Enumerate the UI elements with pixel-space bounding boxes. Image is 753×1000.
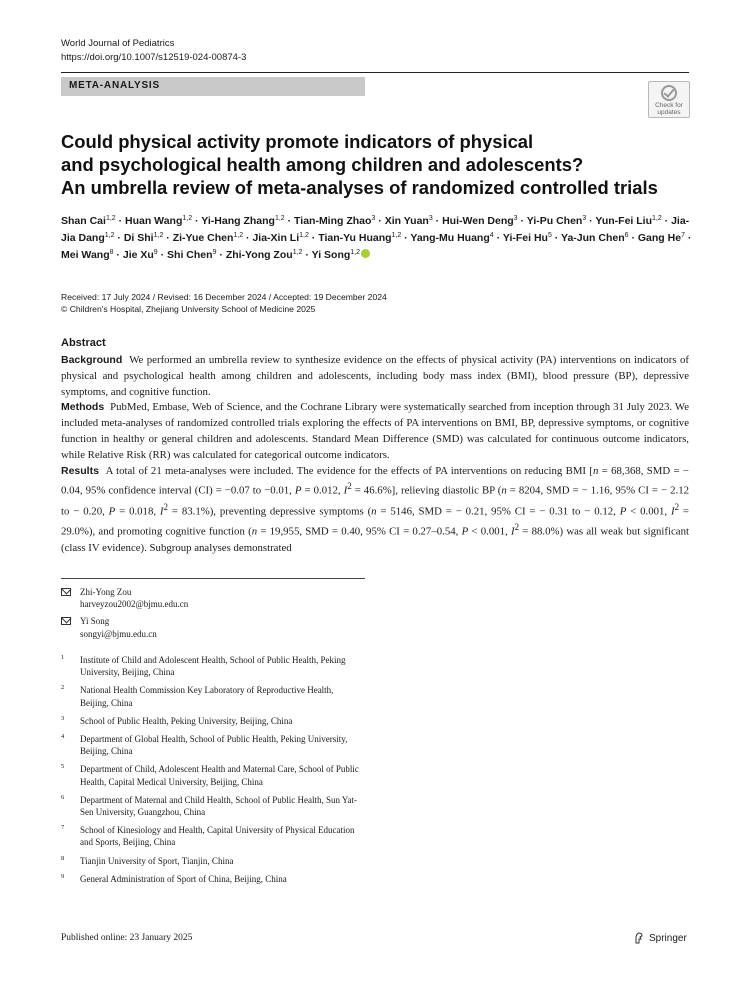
author-name: Yun-Fei Liu xyxy=(595,215,652,227)
author-affiliation: 1,2 xyxy=(299,232,309,239)
abstract-methods xyxy=(61,400,689,463)
author-affiliation: 1,2 xyxy=(104,232,115,239)
author-name: Zi-Yue Chen xyxy=(172,232,234,244)
author-affiliation: 1,2 xyxy=(105,215,116,222)
author-name: Huan Wang xyxy=(125,215,183,227)
author-name: Jia-Xin Li xyxy=(252,232,300,244)
author-affiliation: 1,2 xyxy=(292,249,303,256)
journal-header xyxy=(61,37,246,65)
results-text: = 88.0%) was all weak but significant (class IV evidence). Subgroup analyses demonstrated xyxy=(61,525,690,554)
corr-name: Zhi-Yong Zou xyxy=(80,587,132,597)
affiliation-item xyxy=(61,684,361,708)
stat-symbol: I xyxy=(670,505,675,518)
title-line3: An umbrella review of meta-analyses of randomized controlled trials xyxy=(61,177,658,198)
author[interactable] xyxy=(312,249,370,261)
corr-name: Yi Song xyxy=(80,616,110,627)
author[interactable] xyxy=(252,232,308,244)
author-name: Jie Xu xyxy=(122,249,154,261)
affiliation-list xyxy=(61,654,361,891)
publisher-logo[interactable] xyxy=(634,932,687,944)
stat-superscript: 2 xyxy=(514,522,520,533)
results-text: = 0.012, xyxy=(301,484,344,497)
affiliation-item xyxy=(61,794,361,818)
affiliation-item xyxy=(61,855,361,867)
author-list xyxy=(61,213,701,264)
author-separator: · xyxy=(493,232,503,244)
affiliation-text: School of Kinesiology and Health, Capital University of Physical Education and Sports, Beijing, China xyxy=(80,825,355,848)
author[interactable] xyxy=(595,215,661,227)
section-label: META-ANALYSIS xyxy=(69,80,160,91)
author-separator: · xyxy=(517,215,527,227)
author-separator: · xyxy=(114,232,124,244)
author-separator: · xyxy=(216,249,226,261)
author-separator: · xyxy=(284,215,295,227)
publisher-name: Springer xyxy=(649,932,687,944)
author[interactable] xyxy=(318,232,401,244)
affiliation-number: 2 xyxy=(61,684,65,692)
author[interactable] xyxy=(385,215,433,227)
author-affiliation: 1,2 xyxy=(153,232,164,239)
stat-symbol: I xyxy=(159,505,164,518)
stat-symbol: n xyxy=(251,525,258,538)
background-text: We performed an umbrella review to synthesize evidence on the effects of physical activity (PA) interventions on indicators of physical and psychological health among children and adolescents, including body mass index (BMI), blood pressure (BP), depressive symptoms, and cognitive function. xyxy=(61,354,689,398)
results-text: = 29.0%), and promoting cognitive function ( xyxy=(61,505,690,538)
background-label: Background xyxy=(61,354,123,366)
abstract-background xyxy=(61,353,689,400)
stat-symbol: P xyxy=(619,505,627,518)
orcid-icon[interactable] xyxy=(361,249,370,258)
author-affiliation: 1,2 xyxy=(391,232,402,239)
author-name: Yi-Hang Zhang xyxy=(201,215,275,227)
author[interactable] xyxy=(123,249,158,261)
author-affiliation: 6 xyxy=(624,232,629,239)
methods-text: PubMed, Embase, Web of Science, and the Cochrane Library were systematically searched from inception through 31 July 2023. We included meta-analyses of randomized controlled trials exploring the effects of PA interventions on BMI, BP, depressive symptoms, or cognitive function in healthy or general children and adolescents. Standard Mean Difference (SMD) was calculated for continuous outcome indicators, while Relative Risk (RR) was calculated for categorical outcome indicators. xyxy=(61,401,689,461)
author-separator: · xyxy=(302,249,312,261)
author-affiliation: 3 xyxy=(428,215,433,222)
affiliation-text: School of Public Health, Peking University, Beijing, China xyxy=(80,715,293,726)
results-text: A total of 21 meta-analyses were included. The evidence for the effects of PA interventions on reducing BMI [ xyxy=(105,464,593,477)
author-separator: · xyxy=(115,215,126,227)
author[interactable] xyxy=(201,215,284,227)
author-affiliation: 1,2 xyxy=(652,215,662,222)
header-rule xyxy=(61,72,689,73)
affiliation-item xyxy=(61,733,361,757)
author-affiliation: 3 xyxy=(513,215,518,222)
footnote-rule xyxy=(61,578,365,579)
author-separator: · xyxy=(375,215,385,227)
correspondence-block xyxy=(61,586,361,645)
check-updates-icon xyxy=(661,85,677,101)
author-separator: · xyxy=(684,232,692,244)
affiliation-text: Department of Global Health, School of Public Health, Peking University, Beijing, China xyxy=(80,734,348,757)
stat-symbol: n xyxy=(371,505,377,518)
author[interactable] xyxy=(638,232,685,244)
article-dates xyxy=(61,291,387,315)
author-affiliation: 9 xyxy=(153,249,158,256)
author[interactable] xyxy=(527,215,587,227)
stat-superscript: 2 xyxy=(163,501,169,512)
affiliation-item xyxy=(61,715,361,727)
affiliation-number: 6 xyxy=(61,793,65,801)
author-name: Yi Song xyxy=(311,249,351,261)
author[interactable] xyxy=(167,249,216,261)
results-text: = 19,955, SMD = 0.40, 95% CI = 0.27–0.54, xyxy=(257,525,462,538)
author-name: Xin Yuan xyxy=(384,215,429,227)
doi-link[interactable]: https://doi.org/10.1007/s12519-024-00874-3 xyxy=(61,52,247,63)
author-separator: · xyxy=(163,232,173,244)
author-affiliation: 7 xyxy=(681,232,685,239)
author-separator: · xyxy=(551,232,562,244)
author-name: Ya-Jun Chen xyxy=(561,232,625,244)
stat-symbol: n xyxy=(592,464,599,477)
corr-email[interactable]: songyi@bjmu.edu.cn xyxy=(80,628,157,639)
springer-horse-icon xyxy=(634,932,644,944)
author-separator: · xyxy=(661,215,672,227)
author[interactable] xyxy=(173,232,243,244)
copyright: © Children's Hospital, Zhejiang University School of Medicine 2025 xyxy=(61,304,316,314)
author-name: Yi-Pu Chen xyxy=(526,215,583,227)
affiliation-item xyxy=(61,763,361,787)
abstract-heading: Abstract xyxy=(61,337,106,349)
badge-line2: updates xyxy=(657,109,681,116)
results-text: = 83.1%), preventing depressive symptoms ( xyxy=(168,505,372,518)
author-separator: · xyxy=(586,215,596,227)
author[interactable] xyxy=(294,215,375,227)
author-name: Di Shi xyxy=(123,232,154,244)
published-date: Published online: 23 January 2025 xyxy=(61,933,193,943)
results-text: = 5146, SMD = − 0.21, 95% CI = − 0.31 to − 0.12, xyxy=(376,505,620,518)
author[interactable] xyxy=(125,215,192,227)
author-affiliation: 4 xyxy=(489,232,494,239)
author[interactable] xyxy=(124,232,164,244)
author-name: Mei Wang xyxy=(61,249,110,261)
author-separator: · xyxy=(243,232,253,244)
envelope-icon xyxy=(61,617,71,625)
author-affiliation: 9 xyxy=(212,249,217,256)
stat-symbol: P xyxy=(461,525,469,538)
results-label: Results xyxy=(61,464,99,477)
results-text: = 0.018, xyxy=(115,505,160,518)
stat-symbol: I xyxy=(510,525,515,538)
stat-symbol: P xyxy=(108,505,116,518)
author[interactable] xyxy=(61,215,116,227)
corr-email[interactable]: harveyzou2002@bjmu.edu.cn xyxy=(80,599,189,610)
envelope-icon xyxy=(61,588,71,596)
stat-symbol: P xyxy=(294,484,302,497)
affiliation-item xyxy=(61,654,361,678)
author-name: Gang He xyxy=(637,232,682,244)
affiliation-text: Department of Child, Adolescent Health and Maternal Care, School of Public Health, Capital Medical University, Beijing, China xyxy=(80,764,359,787)
check-for-updates-badge[interactable] xyxy=(648,81,690,118)
abstract-results xyxy=(61,464,689,557)
author-separator: · xyxy=(628,232,638,244)
author-separator: · xyxy=(157,249,168,261)
author[interactable] xyxy=(61,249,114,261)
results-text: < 0.001, xyxy=(468,525,511,538)
received-dates: Received: 17 July 2024 / Revised: 16 December 2024 / Accepted: 19 December 2024 xyxy=(61,292,387,302)
methods-label: Methods xyxy=(61,401,105,414)
author-name: Yi-Fei Hu xyxy=(502,232,548,244)
affiliation-text: Institute of Child and Adolescent Health, School of Public Health, Peking University, Beijing, China xyxy=(80,655,346,678)
author-affiliation: 1,2 xyxy=(233,232,244,239)
affiliation-number: 4 xyxy=(61,733,65,741)
journal-name: World Journal of Pediatrics xyxy=(61,38,175,49)
author-separator: · xyxy=(401,232,411,244)
affiliation-number: 3 xyxy=(61,714,65,722)
author[interactable] xyxy=(410,232,493,244)
author-name: Tian-Yu Huang xyxy=(318,232,392,244)
author-affiliation: 1,2 xyxy=(274,215,285,222)
author-name: Yang-Mu Huang xyxy=(410,232,490,244)
author-affiliation: 1,2 xyxy=(182,215,193,222)
author-name: Tian-Ming Zhao xyxy=(294,215,372,227)
affiliation-number: 5 xyxy=(61,763,65,771)
stat-symbol: n xyxy=(501,484,507,497)
results-text: < 0.001, xyxy=(626,505,671,518)
author-affiliation: 3 xyxy=(371,215,376,222)
article-title xyxy=(61,130,701,199)
author-separator: · xyxy=(432,215,443,227)
correspondence-item xyxy=(61,615,361,639)
affiliation-number: 8 xyxy=(61,854,65,862)
author-name: Shi Chen xyxy=(167,249,213,261)
author-separator: · xyxy=(192,215,202,227)
author-separator: · xyxy=(308,232,319,244)
affiliation-number: 1 xyxy=(61,654,65,661)
badge-line1: Check for xyxy=(655,102,683,109)
affiliation-number: 9 xyxy=(61,872,65,880)
author[interactable] xyxy=(442,215,517,227)
affiliation-number: 7 xyxy=(61,824,65,832)
affiliation-text: National Health Commission Key Laboratory of Reproductive Health, Beijing, China xyxy=(80,685,334,708)
title-line1: Could physical activity promote indicators of physical xyxy=(61,131,534,152)
results-text: = 8204, SMD = − 1.16, 95% CI = − 2.12 to − 0.20, xyxy=(61,484,690,518)
abstract-body xyxy=(61,353,689,556)
affiliation-text: Tianjin University of Sport, Tianjin, China xyxy=(80,855,234,866)
results-text: = 46.6%], relieving diastolic BP ( xyxy=(351,484,502,497)
affiliation-item xyxy=(61,873,361,885)
results-text: = 68,368, SMD = − 0.04, 95% confidence interval (CI) = −0.07 to −0.01, xyxy=(61,464,689,497)
author-name: Zhi-Yong Zou xyxy=(225,249,293,261)
stat-superscript: 2 xyxy=(347,481,352,492)
author-affiliation: 1,2 xyxy=(350,249,361,256)
author-affiliation: 5 xyxy=(547,232,552,239)
title-line2: and psychological health among children and adolescents? xyxy=(61,154,584,175)
author-name: Jia-Jia Dang xyxy=(61,215,690,244)
stat-symbol: I xyxy=(343,484,348,497)
author-separator: · xyxy=(113,249,123,261)
affiliation-item xyxy=(61,824,361,848)
author-affiliation: 8 xyxy=(109,249,114,256)
affiliation-text: General Administration of Sport of China, Beijing, China xyxy=(80,873,287,884)
stat-superscript: 2 xyxy=(674,501,680,512)
author-affiliation: 3 xyxy=(582,215,587,222)
author[interactable] xyxy=(503,232,552,244)
affiliation-text: Department of Maternal and Child Health, School of Public Health, Sun Yat-Sen University, Guangzhou, China xyxy=(80,794,357,818)
author[interactable] xyxy=(226,249,303,261)
author-name: Hui-Wen Deng xyxy=(442,215,514,227)
author[interactable] xyxy=(561,232,629,244)
author-name: Shan Cai xyxy=(61,215,106,227)
correspondence-item xyxy=(61,586,361,610)
